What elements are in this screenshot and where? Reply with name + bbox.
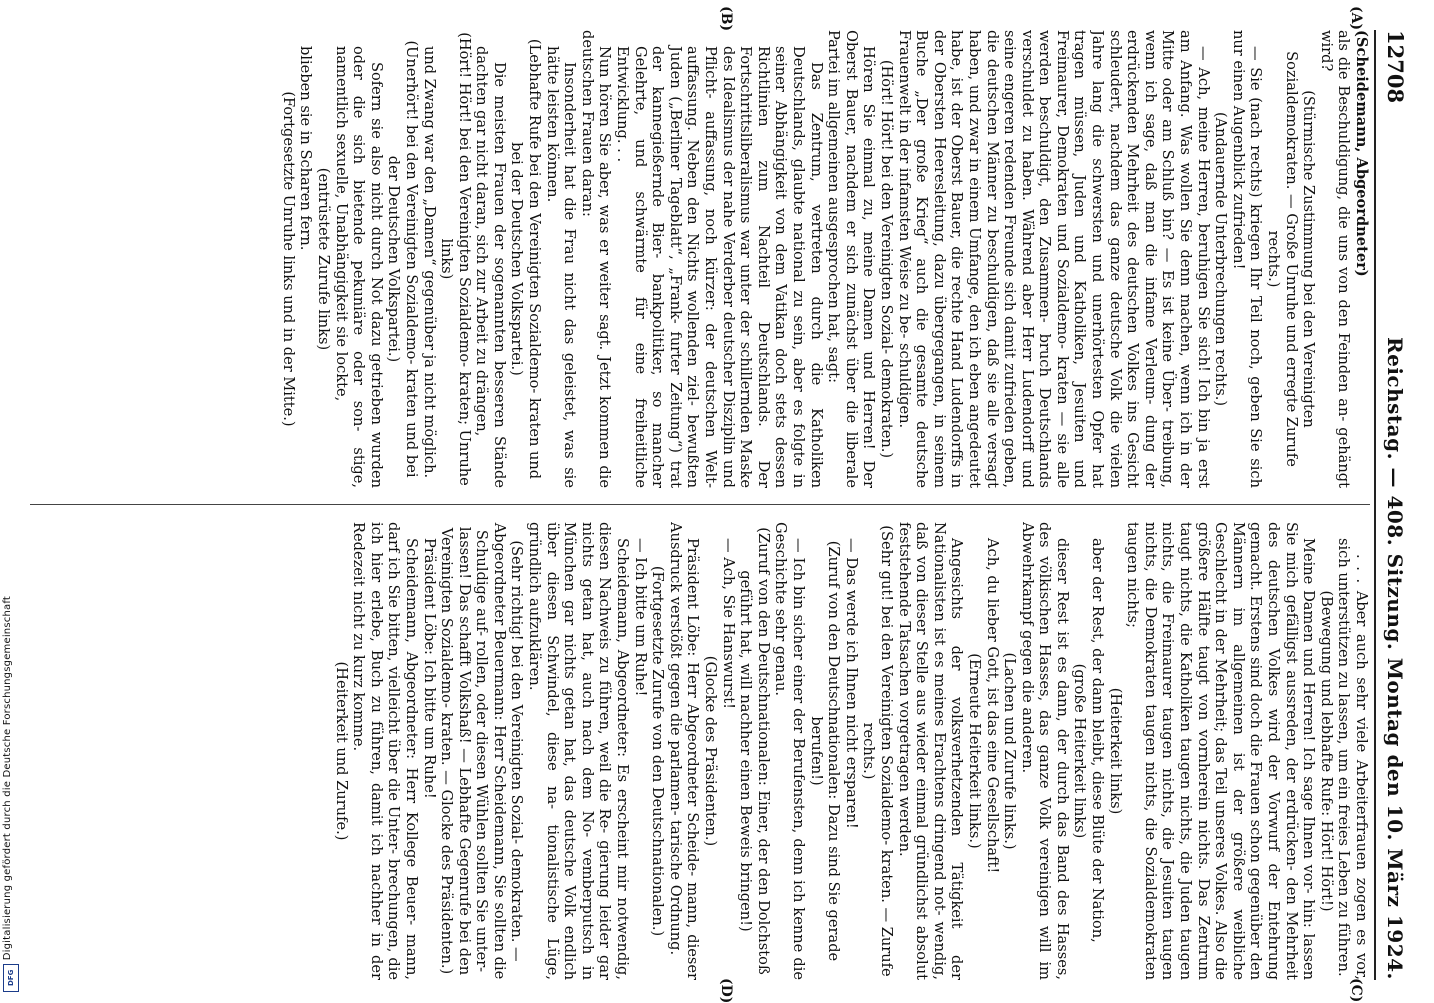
margin-marker-c: (C): [1348, 978, 1364, 1003]
interjection: (Hört! Hört! bei den Vereinigten Sozial- demokraten.): [877, 59, 895, 459]
digitization-credit: Digitalisierung gefördert durch die Deutsche Forschungsgemeinschaft: [2, 595, 13, 960]
interjection: (Bewegung und lebhafte Rufe: Hört! Hört!): [1317, 590, 1335, 912]
margin-marker-d: (D): [718, 978, 734, 1003]
paragraph: — Ach, Sie Hanswurst!: [719, 538, 737, 709]
interjection: (Sehr gut! bei den Vereinigten Sozialdemo- kraten. — Zurufe rechts.): [860, 525, 895, 977]
quote-block: Sofern sie also nicht durch Not dazu getrieben wurden oder die sich bietende pekuniäre oder son- stige, namentlich sexuelle, Unabhängigkeit sie lockte,: [332, 46, 385, 488]
paragraph: — Ich bin sicher einer der Berufensten, denn ich kenne die Geschichte sehr genau.: [772, 522, 807, 980]
paragraph: — Sie (nach rechts) kriegen Ihr Teil noch, geben Sie sich nur einen Augenblick zufrieden!: [1229, 30, 1265, 488]
interjection: (Glocke des Präsidenten.): [702, 655, 720, 847]
interjection: (entrüstete Zurufe links): [314, 167, 332, 351]
quote-block: . . . Aber auch sehr viele Arbeiterfrauen zogen es vor, sich unterstützen zu lassen, um ein freies Leben zu führen.: [1335, 538, 1370, 980]
interjection: (Lebhafte Rufe bei den Vereinigten Sozialdemo- kraten und bei der Deutschen Volkspartei.): [508, 38, 544, 480]
speaker-line: (Scheidemann, Abgeordneter): [1353, 30, 1370, 277]
text-column-left: [30, 30, 1370, 488]
paragraph: Meine Damen und Herren! Ich sage Ihnen vor- hin: lassen Sie mich gefälligst aussreden, der erdrücken- den Mehrheit des deutschen Volkes wird der Vorwurf der Entehrung gemacht. Erstens sind doch die Frauen schon gegenüber den Männern im allgemeinen ist der größere weibliche Geschlecht in der Mehrheit; das Teil unseres Volkes. Also die größere Hälfte taugt von vornherein nichts. Das Zentrum taugt nichts, die Katholiken taugen nichts, die Juden taugen nichts, die Freimaurer taugen nichts, die Jesuiten taugen nichts, die Demokraten taugen nichts, die Sozialdemokraten taugen nichts;: [1124, 522, 1318, 980]
interjection: (große Heiterkeit links): [1071, 663, 1089, 839]
interjection: (Sehr richtig! bei den Vereinigten Sozial- demokraten. — Abgeordneter Beuermann: Herr Scheidemann, Sie sollten die Schuldige auf- rollen, oder diesen Wühlen sollten Sie unter- lassen! Das schafft Volkshaß! — Lebhafte Gegenrufe bei den Vereinigten Sozialdemo- kraten. — Glocke des Präsidenten.): [438, 522, 526, 980]
dfg-logo: DFG: [3, 964, 19, 992]
page-header: [1374, 30, 1408, 980]
interjection: (Lachen und Zurufe links.): [1001, 652, 1019, 850]
column-divider: [30, 504, 1370, 505]
interjection: (Unerhört! bei den Vereinigten Sozialdemo- kraten und bei der Deutschen Volkspartei.): [385, 40, 420, 478]
paragraph: — Ach, meine Herren, beruhigen Sie sich! Ich bin ja erst am Anfang. Was wollen Sie denn machen, wenn ich in der Mitte oder am Schluß bin? — Es ist keine Über- treibung, wenn ich sage, daß man die infame Verleum- dung der erdrückenden Mehrheit des deutschen Volkes ins Gesicht schleudert, nachdem das ganze deutsche Volk die vielen Jahre lang die schwersten und unerhörtesten Opfer hat tragen müssen, Juden und Katholiken, Jesuiten und Freimaurer, Demokraten und Sozialdemo- kraten — sie alle werden beschuldigt, den Zusammen- bruch Deutschlands verschuldet zu haben. Während aber Herr Ludendorff und seine engeren redenden Freunde sich damit zufrieden geben, die deutschen Männer zu beschuldigen, daß sie alle versagt haben, und zwar in einem Umfange, den ich eben angedeutet habe, ist der Oberst Bauer, die rechte Hand Ludendorffs in der Obersten Heeresleitung, dazu übergegangen, in seinem Buche „Der große Krieg“ auch die gesamte deutsche Frauenwelt in der infamsten Weise zu be- schuldigen.: [895, 30, 1212, 488]
interjection: (Zuruf von den Deutschnationalen: Dazu sind Sie gerade berufen!): [807, 540, 843, 962]
paragraph: aber der Rest, der dann bleibt, diese Blüte der Nation,: [1089, 538, 1107, 943]
paragraph: — Das werde ich Ihnen nicht ersparen!: [842, 538, 860, 829]
speaker-statement: Scheidemann, Abgeordneter: Herr Kollege Beuer- mann, darf ich Sie bitten, vielleicht über die Unter- brechungen, die ich hier erlebe, Buch zu führen, damit ich nachher in der Redezeit nicht zu kurz komme.: [350, 522, 420, 980]
paragraph: dieser Rest ist es dann, der durch das Band des Hasses, des völkischen Hasses, das ganze Volk vereinigen will im Abwehrkampf gegen die anderen.: [1018, 522, 1071, 980]
paragraph: Hören Sie einmal zu, meine Damen und Herren! Der Oberst Bauer, nachdem er sich zunächst über die liberale Partei im allgemeinen ausgesprochen hat, sagt:: [825, 30, 878, 488]
margin-marker-a: (A): [1348, 6, 1364, 31]
president-statement: Präsident Löbe: Ich bitte um Ruhe!: [420, 538, 438, 799]
president-statement: Präsident Löbe: Herr Abgeordneter Scheide- mann, dieser Ausdruck verstößt gegen die parlamen- tarische Ordnung.: [666, 522, 702, 980]
page-number: 12708: [1383, 30, 1408, 104]
quote-block: Insonderheit hat die Frau nicht das geleistet, was sie hätte leisten können.: [543, 46, 579, 488]
interjection: (Heiterkeit links): [1106, 687, 1124, 815]
interjection: (Erneute Heiterkeit links.): [965, 653, 983, 849]
speaker-statement: Scheidemann, Abgeordneter: Es erscheint mir notwendig, diesen Nachweis zu führen, weil die Re- gierung leider gar nichts getan hat, auch nach dem No- vemberputsch in München gar nichts getan hat, das deutsche Volk endlich über diesen Schwindel, diese na- tionalistische Lüge, gründlich aufzuklären.: [526, 522, 632, 980]
interjection: (Andauernde Unterbrechungen rechts.): [1212, 111, 1230, 407]
interjection: (Stürmische Zustimmung bei den Vereinigten Sozialdemokraten. — Große Unruhe und erregte Zurufe rechts.): [1265, 51, 1318, 467]
paragraph: Nun hören Sie aber, was er weiter sagt. Jetzt kommen die deutschen Frauen daran:: [578, 30, 614, 488]
interjection: (Fortgesetzte Zurufe von den Deutschnationalen.): [649, 565, 667, 937]
quote-block: Die meisten Frauen der sogenannten besseren Stände dachten gar nicht daran, sich zur Arbeit zu drängen,: [473, 46, 508, 488]
text-column-right: [30, 522, 1370, 980]
interjection: (Heiterkeit und Zurufe.): [332, 661, 350, 841]
paragraph: Ach, du lieber Gott, ist das eine Gesellschaft!: [983, 538, 1001, 874]
quote-block: blieben sie in Scharen fern.: [297, 46, 315, 251]
paragraph: Angesichts der volksverhetzenden Tätigkeit der Nationalisten ist es meines Erachtens dringend not- wendig, daß von dieser Stelle aus wieder einmal gründlichst absolut feststehende Tatsachen vorgetragen werden.: [895, 522, 966, 980]
interjection: (Fortgesetzte Unruhe links und in der Mitte.): [279, 91, 297, 427]
running-title: Reichstag. — 408. Sitzung. Montag den 10. März 1924.: [1383, 336, 1407, 980]
paragraph: als die Beschuldigung, die uns von den Feinden an- gehängt wird?: [1317, 30, 1353, 488]
interjection: (Hört! Hört! bei den Vereinigten Sozialdemo- kraten; Unruhe links): [438, 32, 473, 486]
quote-block: Das Zentrum, vertreten durch die Katholiken Deutschlands, glaubte national zu sein, aber es folgte in seiner Abhängigkeit von dem Vatikan doch stets dessen Richtlinien zum Nachteil Deutschlands. Der Fortschrittsliberalismus war unter der schillernden Maske des Idealismus der nahe Verderber deutscher Disziplin und Pflicht- auffassung, noch kürzer: der deutschen Welt- auffassung. Neben den Nichts wollenden ziel- bewußten Juden („Berliner Tageblatt“, „Frank- furter Zeitung“) trat der kannegießernde Bier- bankpolitiker, so mancher Gelehrte, und schwärmte für eine freiheitliche Entwicklung. . .: [614, 46, 825, 488]
quote-block: und Zwang war den „Damen“ gegenüber ja nicht möglich.: [420, 46, 438, 479]
interjection: (Zuruf von den Deutschnationalen: Einer, der den Dolchstoß geführt hat, will nachher einen Beweis bringen!): [737, 527, 772, 975]
paragraph: — Ich bitte um Ruhe!: [631, 538, 649, 697]
margin-marker-b: (B): [718, 6, 734, 32]
